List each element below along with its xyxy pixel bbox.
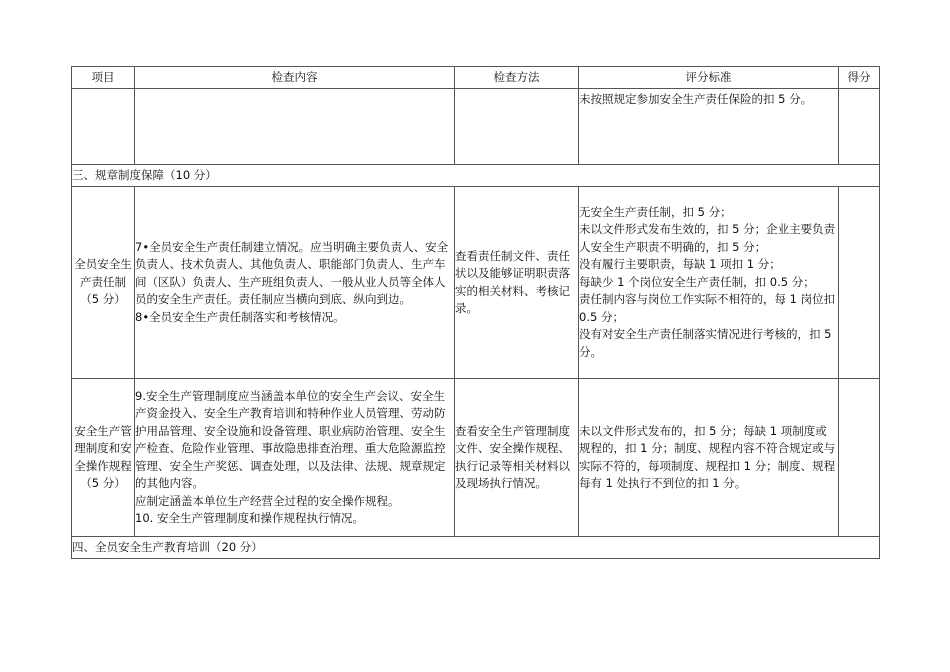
management-content bbox=[135, 379, 455, 537]
responsibility-content-line: 7•全员安全生产责任制建立情况。应当明确主要负责人、安全负责人、技术负责人、其他负责人、职能部门负责人、生产车间（区队）负责人、生产班组负责人、一般从业人员等全体人员的安全生产责任。责任制应当横向到底、纵向到边。 bbox=[135, 239, 449, 307]
responsibility-criteria-line: 没有对安全生产责任制落实情况进行考核的，扣 5 分。 bbox=[579, 327, 832, 359]
responsibility-criteria-line: 无安全生产责任制，扣 5 分； bbox=[579, 204, 732, 219]
responsibility-score bbox=[839, 187, 880, 379]
management-item: 安全生产管理制度和安全操作规程（5 分） bbox=[72, 379, 135, 537]
table-row-responsibility bbox=[72, 187, 880, 379]
header-score: 得分 bbox=[839, 67, 880, 89]
management-criteria: 未以文件形式发布的，扣 5 分；每缺 1 项制度或规程的，扣 1 分；制度、规程内容不符合规定或与实际不符的，每项制度、规程扣 1 分；制度、规程每有 1 处执行不到位的扣 1 分。 bbox=[579, 379, 839, 537]
carryover-row bbox=[72, 89, 880, 165]
responsibility-criteria-line: 没有履行主要职责，每缺 1 项扣 1 分； bbox=[579, 257, 781, 272]
responsibility-item: 全员安全生产责任制（5 分） bbox=[72, 187, 135, 379]
management-score bbox=[839, 379, 880, 537]
header-criteria: 评分标准 bbox=[579, 67, 839, 89]
responsibility-criteria-line: 责任制内容与岗位工作实际不相符的，每 1 岗位扣 0.5 分； bbox=[579, 292, 836, 324]
section-4-row bbox=[72, 537, 880, 559]
inspection-table bbox=[71, 66, 880, 559]
carryover-content bbox=[135, 89, 455, 165]
responsibility-content-line: 8•全员安全生产责任制落实和考核情况。 bbox=[135, 309, 345, 324]
management-content-line: 应制定涵盖本单位生产经营全过程的安全操作规程。 bbox=[135, 493, 400, 508]
section-3-row bbox=[72, 165, 880, 187]
responsibility-criteria-line: 每缺少 1 个岗位安全生产责任制，扣 0.5 分； bbox=[579, 274, 815, 289]
management-content-line: 10. 安全生产管理制度和操作规程执行情况。 bbox=[135, 511, 364, 525]
section-4-title: 四、全员安全生产教育培训（20 分） bbox=[72, 537, 880, 559]
carryover-method bbox=[455, 89, 579, 165]
responsibility-criteria-line: 未以文件形式发布生效的，扣 5 分；企业主要负责人安全生产职责不明确的，扣 5 分； bbox=[579, 222, 836, 254]
responsibility-content bbox=[135, 187, 455, 379]
responsibility-criteria bbox=[579, 187, 839, 379]
carryover-score bbox=[839, 89, 880, 165]
management-method: 查看安全生产管理制度文件、安全操作规程、执行记录等相关材料以及现场执行情况。 bbox=[455, 379, 579, 537]
table-row-management bbox=[72, 379, 880, 537]
responsibility-method: 查看责任制文件、责任状以及能够证明职责落实的相关材料、考核记录。 bbox=[455, 187, 579, 379]
header-item: 项目 bbox=[72, 67, 135, 89]
management-content-line: 9.安全生产管理制度应当涵盖本单位的安全生产会议、安全生产资金投入、安全生产教育培训和特种作业人员管理、劳动防护用品管理、安全设施和设备管理、职业病防治管理、安全生产检查、危险作业管理、事故隐患排查治理、重大危险源监控管理、安全生产奖惩、调查处理，以及法律、法规、规章规定的其他内容。 bbox=[135, 388, 446, 490]
section-3-title: 三、规章制度保障（10 分） bbox=[72, 165, 880, 187]
carryover-criteria: 未按照规定参加安全生产责任保险的扣 5 分。 bbox=[579, 89, 839, 165]
carryover-item bbox=[72, 89, 135, 165]
header-row bbox=[72, 67, 880, 89]
header-method: 检查方法 bbox=[455, 67, 579, 89]
header-content: 检查内容 bbox=[135, 67, 455, 89]
